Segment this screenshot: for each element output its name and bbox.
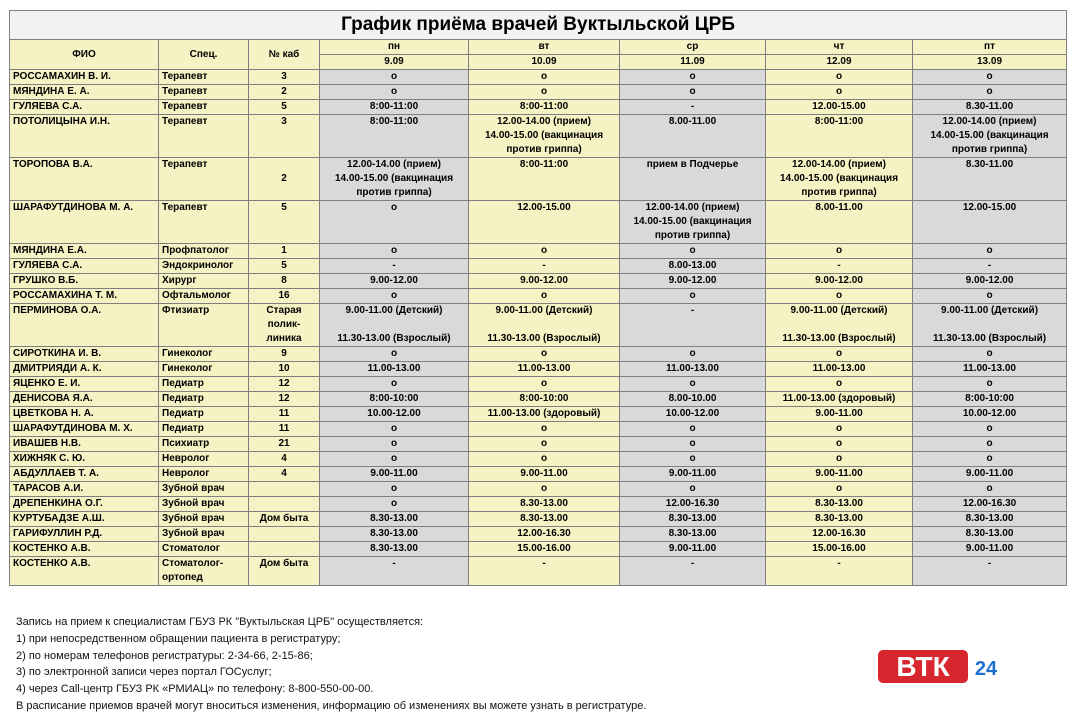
- schedule-cell-mon: о: [320, 201, 469, 244]
- cabinet-number: 21: [249, 437, 320, 452]
- doctor-specialty: Зубной врач: [159, 527, 249, 542]
- doctor-specialty: Зубной врач: [159, 482, 249, 497]
- table-row: [10, 497, 1067, 512]
- schedule-cell-wed: 11.00-13.00: [620, 362, 766, 377]
- note-line: 1) при непосредственном обращении пациента в регистратуру;: [16, 632, 341, 645]
- doctor-specialty: Терапевт: [159, 201, 249, 244]
- table-row: [10, 259, 1067, 274]
- schedule-cell-thu: о: [766, 347, 913, 362]
- schedule-cell-thu: 9.00-11.00: [766, 407, 913, 422]
- header-day-fri: пт: [913, 40, 1067, 55]
- schedule-cell-wed: прием в Подчерье: [620, 158, 766, 201]
- schedule-cell-mon: о: [320, 452, 469, 467]
- table-row: [10, 392, 1067, 407]
- schedule-cell-wed: о: [620, 85, 766, 100]
- doctor-specialty: Профпатолог: [159, 244, 249, 259]
- cabinet-number: 12: [249, 392, 320, 407]
- doctor-name: ГУЛЯЕВА С.А.: [10, 100, 159, 115]
- schedule-cell-mon: о: [320, 422, 469, 437]
- schedule-cell-mon: 8.30-13.00: [320, 512, 469, 527]
- header-day-tue: вт: [469, 40, 620, 55]
- schedule-cell-tue: о: [469, 482, 620, 497]
- table-row: [10, 158, 1067, 201]
- doctor-name: КОСТЕНКО А.В.: [10, 542, 159, 557]
- doctor-name: ТАРАСОВ А.И.: [10, 482, 159, 497]
- cabinet-number: 12: [249, 377, 320, 392]
- registration-notes: [16, 614, 646, 715]
- header-date-wed: 11.09: [620, 55, 766, 70]
- schedule-cell-thu: о: [766, 289, 913, 304]
- schedule-cell-fri: о: [913, 482, 1067, 497]
- schedule-cell-fri: 8:00-10:00: [913, 392, 1067, 407]
- schedule-cell-thu: о: [766, 244, 913, 259]
- schedule-cell-tue: 8.30-13.00: [469, 497, 620, 512]
- schedule-cell-fri: 9.00-12.00: [913, 274, 1067, 289]
- schedule-cell-mon: о: [320, 377, 469, 392]
- schedule-cell-tue: о: [469, 422, 620, 437]
- note-line: 3) по электронной записи через портал ГОСуслуг;: [16, 666, 272, 679]
- note-line: 2) по номерам телефонов регистратуры: 2-34-66, 2-15-86;: [16, 649, 313, 662]
- schedule-cell-tue: о: [469, 244, 620, 259]
- schedule-cell-wed: 8.30-13.00: [620, 527, 766, 542]
- schedule-cell-fri: 8.30-13.00: [913, 512, 1067, 527]
- schedule-cell-wed: -: [620, 557, 766, 586]
- cabinet-number: 4: [249, 452, 320, 467]
- schedule-cell-tue: о: [469, 289, 620, 304]
- schedule-cell-tue: 9.00-11.00 (Детский) 11.30-13.00 (Взрослый): [469, 304, 620, 347]
- schedule-cell-mon: о: [320, 497, 469, 512]
- cabinet-number: 3: [249, 70, 320, 85]
- schedule-cell-mon: о: [320, 347, 469, 362]
- schedule-cell-mon: 9.00-12.00: [320, 274, 469, 289]
- table-row: [10, 422, 1067, 437]
- header-day-wed: ср: [620, 40, 766, 55]
- schedule-table: [9, 10, 1067, 586]
- schedule-cell-tue: 15.00-16.00: [469, 542, 620, 557]
- doctor-specialty: Хирург: [159, 274, 249, 289]
- schedule-cell-mon: о: [320, 437, 469, 452]
- schedule-cell-wed: о: [620, 289, 766, 304]
- doctor-specialty: Гинеколог: [159, 362, 249, 377]
- table-row: [10, 70, 1067, 85]
- doctor-name: ГРУШКО В.Б.: [10, 274, 159, 289]
- table-row: [10, 274, 1067, 289]
- doctor-specialty: Психиатр: [159, 437, 249, 452]
- schedule-cell-tue: 12.00-14.00 (прием) 14.00-15.00 (вакцинация против гриппа): [469, 115, 620, 158]
- schedule-cell-thu: 8.30-13.00: [766, 497, 913, 512]
- schedule-cell-mon: о: [320, 85, 469, 100]
- table-row: [10, 512, 1067, 527]
- table-row: [10, 201, 1067, 244]
- header-spec: Спец.: [159, 40, 249, 70]
- doctor-name: ПОТОЛИЦЫНА И.Н.: [10, 115, 159, 158]
- schedule-cell-fri: о: [913, 85, 1067, 100]
- schedule-cell-wed: о: [620, 452, 766, 467]
- doctor-specialty: Эндокринолог: [159, 259, 249, 274]
- schedule-cell-wed: 10.00-12.00: [620, 407, 766, 422]
- schedule-cell-tue: 11.00-13.00: [469, 362, 620, 377]
- schedule-cell-fri: 8.30-11.00: [913, 100, 1067, 115]
- doctor-name: ДМИТРИЯДИ А. К.: [10, 362, 159, 377]
- schedule-cell-wed: 8.00-10.00: [620, 392, 766, 407]
- logo-letters: ВТК: [896, 651, 950, 682]
- cabinet-number: 5: [249, 201, 320, 244]
- table-row: [10, 362, 1067, 377]
- header-date-mon: 9.09: [320, 55, 469, 70]
- schedule-cell-mon: 9.00-11.00 (Детский) 11.30-13.00 (Взрослый): [320, 304, 469, 347]
- schedule-cell-tue: о: [469, 377, 620, 392]
- schedule-cell-fri: 10.00-12.00: [913, 407, 1067, 422]
- schedule-cell-wed: 8.30-13.00: [620, 512, 766, 527]
- schedule-cell-thu: о: [766, 377, 913, 392]
- header-day-mon: пн: [320, 40, 469, 55]
- doctor-name: МЯНДИНА Е. А.: [10, 85, 159, 100]
- schedule-cell-fri: -: [913, 557, 1067, 586]
- schedule-cell-wed: о: [620, 347, 766, 362]
- table-row: [10, 304, 1067, 347]
- schedule-cell-thu: о: [766, 452, 913, 467]
- cabinet-number: 5: [249, 259, 320, 274]
- table-row: [10, 377, 1067, 392]
- doctor-name: ДРЕПЕНКИНА О.Г.: [10, 497, 159, 512]
- schedule-cell-fri: 8.30-13.00: [913, 527, 1067, 542]
- schedule-cell-wed: 8.00-11.00: [620, 115, 766, 158]
- schedule-cell-mon: -: [320, 259, 469, 274]
- doctor-name: ПЕРМИНОВА О.А.: [10, 304, 159, 347]
- schedule-cell-thu: 9.00-11.00 (Детский) 11.30-13.00 (Взрослый): [766, 304, 913, 347]
- schedule-cell-wed: о: [620, 70, 766, 85]
- header-fio: ФИО: [10, 40, 159, 70]
- schedule-cell-tue: о: [469, 452, 620, 467]
- table-row: [10, 244, 1067, 259]
- schedule-cell-fri: о: [913, 452, 1067, 467]
- table-row: [10, 100, 1067, 115]
- schedule-cell-fri: о: [913, 244, 1067, 259]
- schedule-cell-tue: 12.00-16.30: [469, 527, 620, 542]
- header-day-thu: чт: [766, 40, 913, 55]
- schedule-cell-thu: 12.00-14.00 (прием) 14.00-15.00 (вакцинация против гриппа): [766, 158, 913, 201]
- schedule-cell-mon: о: [320, 70, 469, 85]
- logo-number: 24: [974, 658, 998, 680]
- schedule-cell-thu: -: [766, 557, 913, 586]
- cabinet-number: 8: [249, 274, 320, 289]
- schedule-cell-fri: о: [913, 437, 1067, 452]
- cabinet-number: 11: [249, 422, 320, 437]
- schedule-cell-wed: 9.00-11.00: [620, 542, 766, 557]
- doctor-specialty: Терапевт: [159, 85, 249, 100]
- cabinet-number: 5: [249, 100, 320, 115]
- schedule-cell-fri: 9.00-11.00: [913, 542, 1067, 557]
- doctor-specialty: Офтальмолог: [159, 289, 249, 304]
- doctor-specialty: Терапевт: [159, 158, 249, 201]
- doctor-name: ТОРОПОВА В.А.: [10, 158, 159, 201]
- cabinet-number: 9: [249, 347, 320, 362]
- table-row: [10, 467, 1067, 482]
- schedule-cell-thu: о: [766, 85, 913, 100]
- doctor-name: ГАРИФУЛЛИН Р.Д.: [10, 527, 159, 542]
- doctor-name: КОСТЕНКО А.В.: [10, 557, 159, 586]
- schedule-cell-mon: 8.30-13.00: [320, 527, 469, 542]
- table-row: [10, 85, 1067, 100]
- doctor-specialty: Гинеколог: [159, 347, 249, 362]
- schedule-cell-wed: 9.00-12.00: [620, 274, 766, 289]
- header-cab: № каб: [249, 40, 320, 70]
- schedule-cell-thu: 12.00-15.00: [766, 100, 913, 115]
- table-row: [10, 482, 1067, 497]
- doctor-name: РОССАМАХИН В. И.: [10, 70, 159, 85]
- cabinet-number: [249, 542, 320, 557]
- schedule-cell-tue: 12.00-15.00: [469, 201, 620, 244]
- doctor-name: ЦВЕТКОВА Н. А.: [10, 407, 159, 422]
- doctor-specialty: Педиатр: [159, 392, 249, 407]
- note-line: Запись на прием к специалистам ГБУЗ РК "Вуктыльская ЦРБ" осуществляется:: [16, 616, 424, 628]
- doctor-specialty: Стоматолог: [159, 542, 249, 557]
- doctor-name: ШАРАФУТДИНОВА М. А.: [10, 201, 159, 244]
- schedule-cell-tue: о: [469, 347, 620, 362]
- schedule-cell-fri: о: [913, 289, 1067, 304]
- header-date-tue: 10.09: [469, 55, 620, 70]
- doctor-name: МЯНДИНА Е.А.: [10, 244, 159, 259]
- doctor-specialty: Невролог: [159, 467, 249, 482]
- schedule-cell-tue: 9.00-12.00: [469, 274, 620, 289]
- schedule-cell-fri: 8.30-11.00: [913, 158, 1067, 201]
- cabinet-number: Дом быта: [249, 512, 320, 527]
- schedule-cell-thu: 15.00-16.00: [766, 542, 913, 557]
- doctor-name: ХИЖНЯК С. Ю.: [10, 452, 159, 467]
- cabinet-number: [249, 527, 320, 542]
- table-row: [10, 407, 1067, 422]
- page-title: График приёма врачей Вуктыльской ЦРБ: [10, 11, 1067, 40]
- doctor-specialty: Зубной врач: [159, 512, 249, 527]
- schedule-cell-tue: 8:00-11:00: [469, 100, 620, 115]
- header-date-fri: 13.09: [913, 55, 1067, 70]
- schedule-cell-tue: о: [469, 85, 620, 100]
- schedule-cell-tue: 9.00-11.00: [469, 467, 620, 482]
- doctor-name: ЯЦЕНКО Е. И.: [10, 377, 159, 392]
- schedule-cell-fri: 11.00-13.00: [913, 362, 1067, 377]
- doctor-specialty: Невролог: [159, 452, 249, 467]
- schedule-cell-fri: 12.00-16.30: [913, 497, 1067, 512]
- schedule-cell-mon: 12.00-14.00 (прием) 14.00-15.00 (вакцинация против гриппа): [320, 158, 469, 201]
- doctor-specialty: Педиатр: [159, 377, 249, 392]
- schedule-cell-thu: 8.00-11.00: [766, 201, 913, 244]
- schedule-cell-wed: 12.00-14.00 (прием) 14.00-15.00 (вакцинация против гриппа): [620, 201, 766, 244]
- doctor-name: ДЕНИСОВА Я.А.: [10, 392, 159, 407]
- schedule-cell-mon: 8:00-10:00: [320, 392, 469, 407]
- cabinet-number: [249, 482, 320, 497]
- doctor-specialty: Педиатр: [159, 422, 249, 437]
- btk24-logo: [877, 647, 1005, 685]
- schedule-cell-mon: 8:00-11:00: [320, 115, 469, 158]
- schedule-cell-fri: 12.00-15.00: [913, 201, 1067, 244]
- table-row: [10, 452, 1067, 467]
- schedule-cell-fri: о: [913, 70, 1067, 85]
- schedule-cell-wed: -: [620, 304, 766, 347]
- schedule-cell-wed: о: [620, 244, 766, 259]
- cabinet-number: Дом быта: [249, 557, 320, 586]
- doctor-name: РОССАМАХИНА Т. М.: [10, 289, 159, 304]
- cabinet-number: 16: [249, 289, 320, 304]
- doctor-specialty: Педиатр: [159, 407, 249, 422]
- schedule-cell-tue: 8.30-13.00: [469, 512, 620, 527]
- table-row: [10, 115, 1067, 158]
- schedule-cell-fri: о: [913, 377, 1067, 392]
- header-date-thu: 12.09: [766, 55, 913, 70]
- note-line: В расписание приемов врачей могут вноситься изменения, информацию об изменениях вы можете узнать в регистратуре.: [16, 699, 647, 712]
- cabinet-number: 2: [249, 158, 320, 201]
- schedule-cell-tue: -: [469, 259, 620, 274]
- doctor-specialty: Терапевт: [159, 100, 249, 115]
- schedule-cell-mon: 9.00-11.00: [320, 467, 469, 482]
- schedule-cell-fri: о: [913, 347, 1067, 362]
- note-line: 4) через Call-центр ГБУЗ РК «РМИАЦ» по телефону: 8-800-550-00-00.: [16, 683, 374, 696]
- schedule-cell-thu: 12.00-16.30: [766, 527, 913, 542]
- doctor-name: ИВАШЕВ Н.В.: [10, 437, 159, 452]
- schedule-cell-tue: -: [469, 557, 620, 586]
- doctor-specialty: Фтизиатр: [159, 304, 249, 347]
- schedule-cell-wed: 9.00-11.00: [620, 467, 766, 482]
- schedule-cell-thu: о: [766, 70, 913, 85]
- cabinet-number: [249, 497, 320, 512]
- doctor-specialty: Терапевт: [159, 70, 249, 85]
- schedule-cell-tue: 8:00-10:00: [469, 392, 620, 407]
- schedule-cell-thu: 8.30-13.00: [766, 512, 913, 527]
- schedule-cell-wed: о: [620, 422, 766, 437]
- doctor-name: СИРОТКИНА И. В.: [10, 347, 159, 362]
- doctor-name: ШАРАФУТДИНОВА М. Х.: [10, 422, 159, 437]
- schedule-cell-mon: 8.30-13.00: [320, 542, 469, 557]
- schedule-cell-thu: 11.00-13.00 (здоровый): [766, 392, 913, 407]
- schedule-cell-tue: о: [469, 70, 620, 85]
- schedule-cell-thu: -: [766, 259, 913, 274]
- cabinet-number: 11: [249, 407, 320, 422]
- schedule-cell-thu: о: [766, 437, 913, 452]
- table-row: [10, 347, 1067, 362]
- schedule-cell-thu: о: [766, 422, 913, 437]
- schedule-cell-tue: 8:00-11:00: [469, 158, 620, 201]
- schedule-cell-wed: о: [620, 437, 766, 452]
- schedule-cell-tue: о: [469, 437, 620, 452]
- schedule-cell-fri: 9.00-11.00 (Детский) 11.30-13.00 (Взрослый): [913, 304, 1067, 347]
- schedule-cell-thu: 9.00-12.00: [766, 274, 913, 289]
- schedule-cell-mon: 8:00-11:00: [320, 100, 469, 115]
- cabinet-number: 2: [249, 85, 320, 100]
- schedule-cell-mon: о: [320, 289, 469, 304]
- schedule-cell-mon: о: [320, 482, 469, 497]
- doctor-name: КУРТУБАДЗЕ А.Ш.: [10, 512, 159, 527]
- cabinet-number: 10: [249, 362, 320, 377]
- schedule-cell-fri: о: [913, 422, 1067, 437]
- doctor-specialty: Стоматолог- ортопед: [159, 557, 249, 586]
- schedule-cell-wed: 12.00-16.30: [620, 497, 766, 512]
- schedule-cell-wed: -: [620, 100, 766, 115]
- cabinet-number: 4: [249, 467, 320, 482]
- schedule-cell-wed: 8.00-13.00: [620, 259, 766, 274]
- schedule-cell-mon: 11.00-13.00: [320, 362, 469, 377]
- schedule-cell-mon: о: [320, 244, 469, 259]
- doctor-name: ГУЛЯЕВА С.А.: [10, 259, 159, 274]
- schedule-cell-mon: 10.00-12.00: [320, 407, 469, 422]
- schedule-cell-thu: о: [766, 482, 913, 497]
- schedule-cell-wed: о: [620, 377, 766, 392]
- schedule-cell-thu: 8:00-11:00: [766, 115, 913, 158]
- schedule-cell-fri: 9.00-11.00: [913, 467, 1067, 482]
- cabinet-number: 3: [249, 115, 320, 158]
- table-row: [10, 289, 1067, 304]
- cabinet-number: Старая полик- линика: [249, 304, 320, 347]
- cabinet-number: 1: [249, 244, 320, 259]
- schedule-cell-fri: -: [913, 259, 1067, 274]
- table-row: [10, 557, 1067, 586]
- doctor-name: АБДУЛЛАЕВ Т. А.: [10, 467, 159, 482]
- doctor-specialty: Терапевт: [159, 115, 249, 158]
- schedule-cell-tue: 11.00-13.00 (здоровый): [469, 407, 620, 422]
- schedule-cell-thu: 9.00-11.00: [766, 467, 913, 482]
- schedule-cell-wed: о: [620, 482, 766, 497]
- schedule-cell-mon: -: [320, 557, 469, 586]
- table-row: [10, 437, 1067, 452]
- schedule-cell-thu: 11.00-13.00: [766, 362, 913, 377]
- doctor-specialty: Зубной врач: [159, 497, 249, 512]
- table-row: [10, 542, 1067, 557]
- table-row: [10, 527, 1067, 542]
- schedule-cell-fri: 12.00-14.00 (прием) 14.00-15.00 (вакцинация против гриппа): [913, 115, 1067, 158]
